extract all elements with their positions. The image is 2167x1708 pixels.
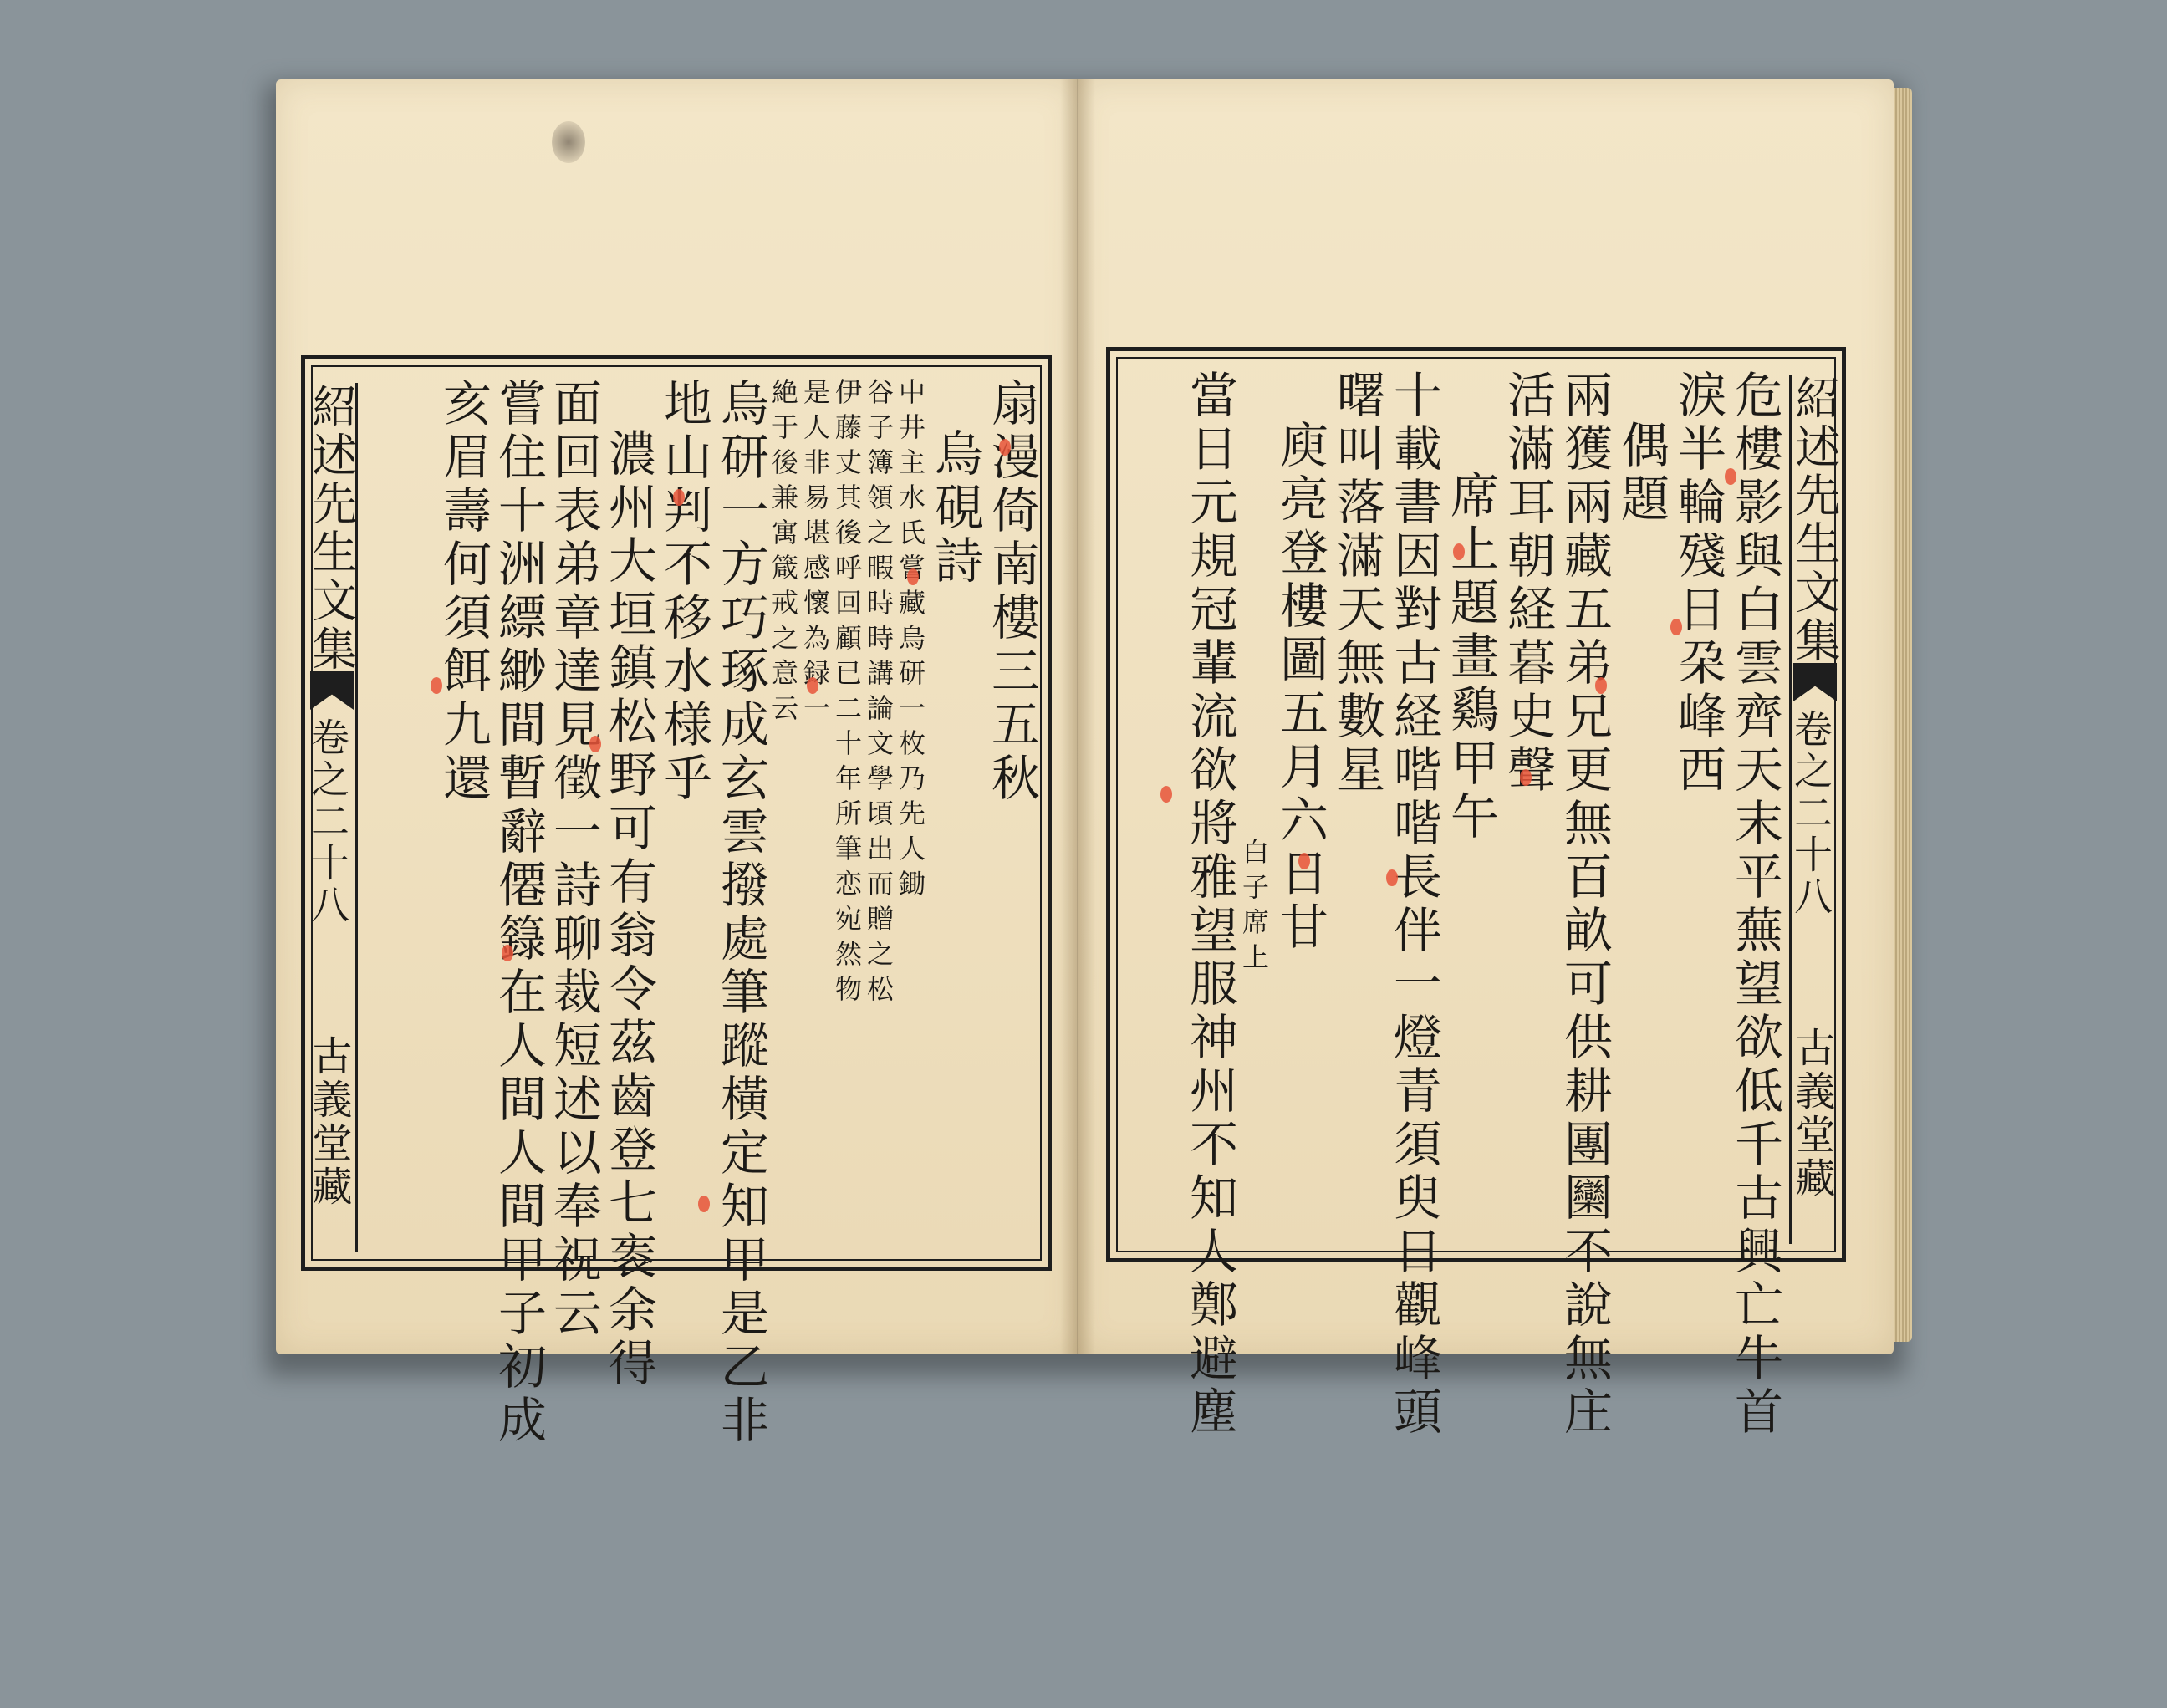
margin-volume: 卷之二十八 <box>1788 709 1833 918</box>
punctuation-mark <box>1453 543 1465 560</box>
punctuation-mark <box>1670 619 1682 635</box>
punctuation-mark <box>698 1196 710 1212</box>
right-page-margin-column <box>1788 375 1841 1244</box>
text-column: 嘗住十洲縹緲間暫辭僊籙在人間人間甲子初成 <box>490 378 547 1448</box>
right-page <box>1077 79 1894 1440</box>
text-column: 庾亮登樓圖五月六日甘 <box>1272 420 1328 955</box>
text-column: 是人非易堪感懷為録一 <box>799 378 831 729</box>
text-column: 面回表弟章達見徵一詩聊裁短述以奉祝云 <box>545 378 602 1341</box>
text-column: 扇漫倚南樓三五秋 <box>983 378 1040 806</box>
punctuation-mark <box>1725 468 1736 485</box>
punctuation-mark <box>1520 769 1532 786</box>
punctuation-mark <box>1298 853 1310 869</box>
book-gutter <box>1060 79 1095 1354</box>
left-text-block <box>301 355 1052 1448</box>
text-column: 烏研一方巧琢成玄雲撥處筆蹤橫定知甲是乙非 <box>712 378 769 1448</box>
fish-tail-mark <box>1793 663 1837 701</box>
text-column: 谷子簿領之暇時時講論文學頃出而贈之松 <box>863 378 895 1010</box>
text-column: 中井主水氏嘗藏烏研一枚乃先人鋤 <box>895 378 926 905</box>
margin-volume: 卷之二十八 <box>305 717 350 926</box>
text-column: 絶于後兼寓箴戒之意云 <box>767 378 799 729</box>
punctuation-mark <box>431 677 442 694</box>
punctuation-mark <box>502 945 513 961</box>
punctuation-mark <box>589 736 601 752</box>
left-page-margin-column <box>305 383 358 1252</box>
text-column: 白子席上 <box>1238 838 1270 978</box>
punctuation-mark <box>999 439 1011 456</box>
text-column: 偶題 <box>1613 420 1670 527</box>
punctuation-mark <box>673 489 685 506</box>
fish-tail-mark <box>310 671 354 710</box>
page-edges <box>1894 88 1912 1342</box>
text-column: 烏硯詩 <box>926 428 983 589</box>
text-column: 濃州大垣鎮松野可有翁令茲齒登七袠余得 <box>600 428 657 1391</box>
text-column: 亥眉壽何須餌九還 <box>435 378 492 806</box>
ink-stain <box>552 121 585 163</box>
margin-title: 紹述先生文集 <box>305 383 358 674</box>
right-page-columns <box>1122 370 1783 1440</box>
text-column: 活滿耳朝経暮史聲 <box>1499 370 1556 798</box>
text-column: 淚半輪殘日朶峰西 <box>1670 370 1726 798</box>
text-column: 曙叫落滿天無數星 <box>1328 370 1385 798</box>
text-column: 席上題畫鷄甲午 <box>1442 470 1499 844</box>
text-column: 危樓影與白雲齊天末平蕪望欲低千古興亡牛首 <box>1726 370 1783 1440</box>
text-column: 地山判不移水様乎 <box>655 378 712 806</box>
open-book-spread <box>276 79 1894 1448</box>
punctuation-mark <box>1595 677 1607 694</box>
left-page <box>276 79 1077 1448</box>
text-column: 當日元規冠輩流欲將雅望服神州不知人鄭避塵 <box>1181 370 1238 1440</box>
text-column: 兩獲兩藏五弟兄更無百畝可供耕團圞不說無庄 <box>1556 370 1613 1440</box>
margin-title: 紹述先生文集 <box>1788 375 1841 665</box>
punctuation-mark <box>1386 869 1398 886</box>
punctuation-mark <box>907 568 919 585</box>
margin-publisher: 古義堂藏 <box>305 1035 352 1209</box>
margin-publisher: 古義堂藏 <box>1788 1027 1835 1201</box>
punctuation-mark <box>807 677 818 694</box>
punctuation-mark <box>1160 786 1172 803</box>
right-text-block <box>1106 347 1846 1440</box>
left-page-columns <box>368 378 1040 1448</box>
text-column: 伊藤丈其後呼回顧已二十年所筆恋宛然物 <box>831 378 863 1010</box>
text-column: 十載書因對古経喈喈長伴一燈青須臾日觀峰頭 <box>1385 370 1442 1440</box>
